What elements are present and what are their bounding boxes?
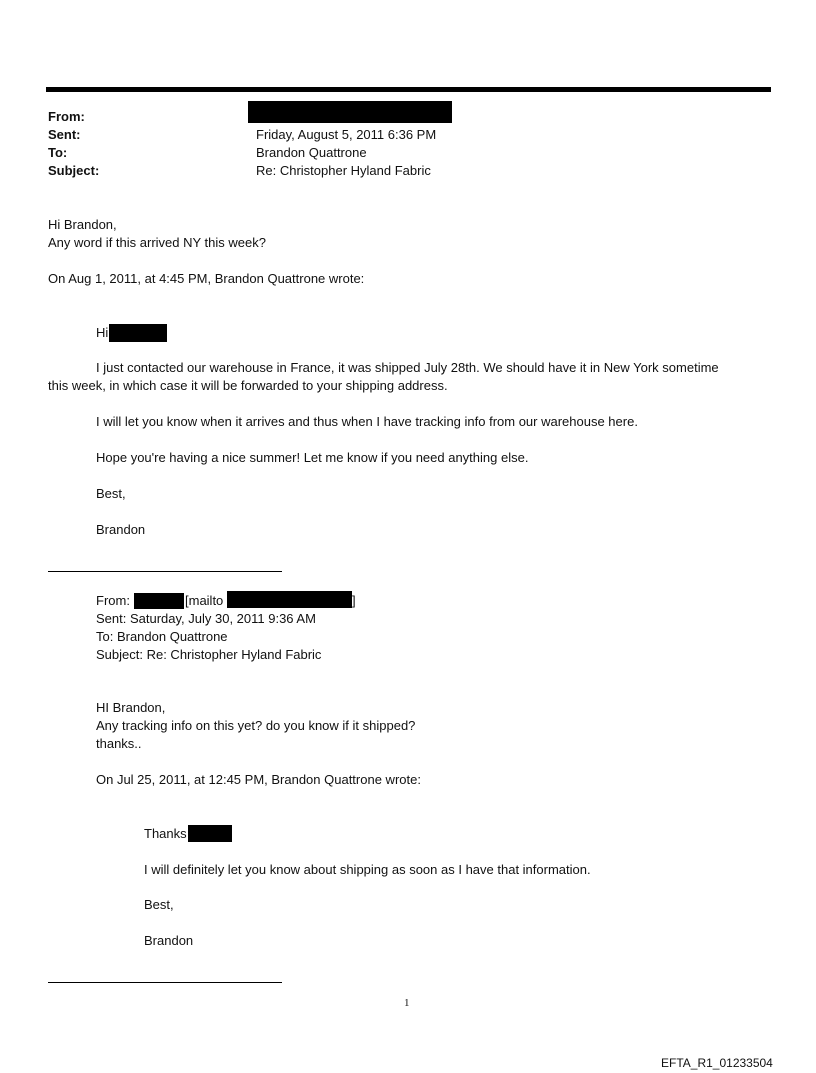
reply2-paragraph1: I will definitely let you know about shipping as soon as I have that information. xyxy=(144,862,591,877)
subject-value: Re: Christopher Hyland Fabric xyxy=(256,163,431,178)
message2-greeting: HI Brandon, xyxy=(96,700,166,715)
redacted-sender xyxy=(248,101,452,123)
reply1-paragraph2: I will let you know when it arrives and thus when I have tracking info from our warehouse here. xyxy=(96,414,638,429)
reply2-signature: Brandon xyxy=(144,933,194,948)
message2-quote-intro: On Jul 25, 2011, at 12:45 PM, Brandon Quattrone wrote: xyxy=(96,772,421,787)
message2-line2: thanks.. xyxy=(96,736,142,751)
quoted-mailto-close: ] xyxy=(352,593,356,608)
quoted-from-label: From: xyxy=(96,593,130,608)
quoted-mailto-text: [mailto xyxy=(185,593,224,608)
to-value: Brandon Quattrone xyxy=(256,145,367,160)
quoted-subject: Subject: Re: Christopher Hyland Fabric xyxy=(96,647,322,662)
message1-line: Any word if this arrived NY this week? xyxy=(48,235,266,250)
sent-value: Friday, August 5, 2011 6:36 PM xyxy=(256,127,437,142)
separator-rule xyxy=(48,571,282,572)
message2-line1: Any tracking info on this yet? do you know if it shipped? xyxy=(96,718,416,733)
sent-label: Sent: xyxy=(48,127,81,142)
redacted-name-2 xyxy=(188,825,232,842)
document-id: EFTA_R1_01233504 xyxy=(661,1056,773,1070)
separator-rule-2 xyxy=(48,982,282,983)
reply2-closing: Best, xyxy=(144,897,174,912)
redacted-from xyxy=(134,593,184,609)
reply1-paragraph1-line2: this week, in which case it will be forwarded to your shipping address. xyxy=(48,378,448,393)
subject-label: Subject: xyxy=(48,163,100,178)
reply2-greeting: Thanks xyxy=(144,826,187,841)
header-rule xyxy=(46,87,771,92)
reply1-closing: Best, xyxy=(96,486,126,501)
quoted-sent: Sent: Saturday, July 30, 2011 9:36 AM xyxy=(96,611,316,626)
to-label: To: xyxy=(48,145,68,160)
redacted-email xyxy=(227,591,352,608)
message1-greeting: Hi Brandon, xyxy=(48,217,117,232)
redacted-name xyxy=(109,324,167,342)
reply1-paragraph3: Hope you're having a nice summer! Let me know if you need anything else. xyxy=(96,450,529,465)
page-number: 1 xyxy=(404,997,410,1009)
message1-quote-intro: On Aug 1, 2011, at 4:45 PM, Brandon Quattrone wrote: xyxy=(48,271,365,286)
reply1-signature: Brandon xyxy=(96,522,146,537)
from-label: From: xyxy=(48,109,85,124)
reply1-greeting: Hi xyxy=(96,325,109,340)
reply1-paragraph1-line1: I just contacted our warehouse in France, it was shipped July 28th. We should have it in New York sometime xyxy=(96,360,719,375)
quoted-to: To: Brandon Quattrone xyxy=(96,629,228,644)
